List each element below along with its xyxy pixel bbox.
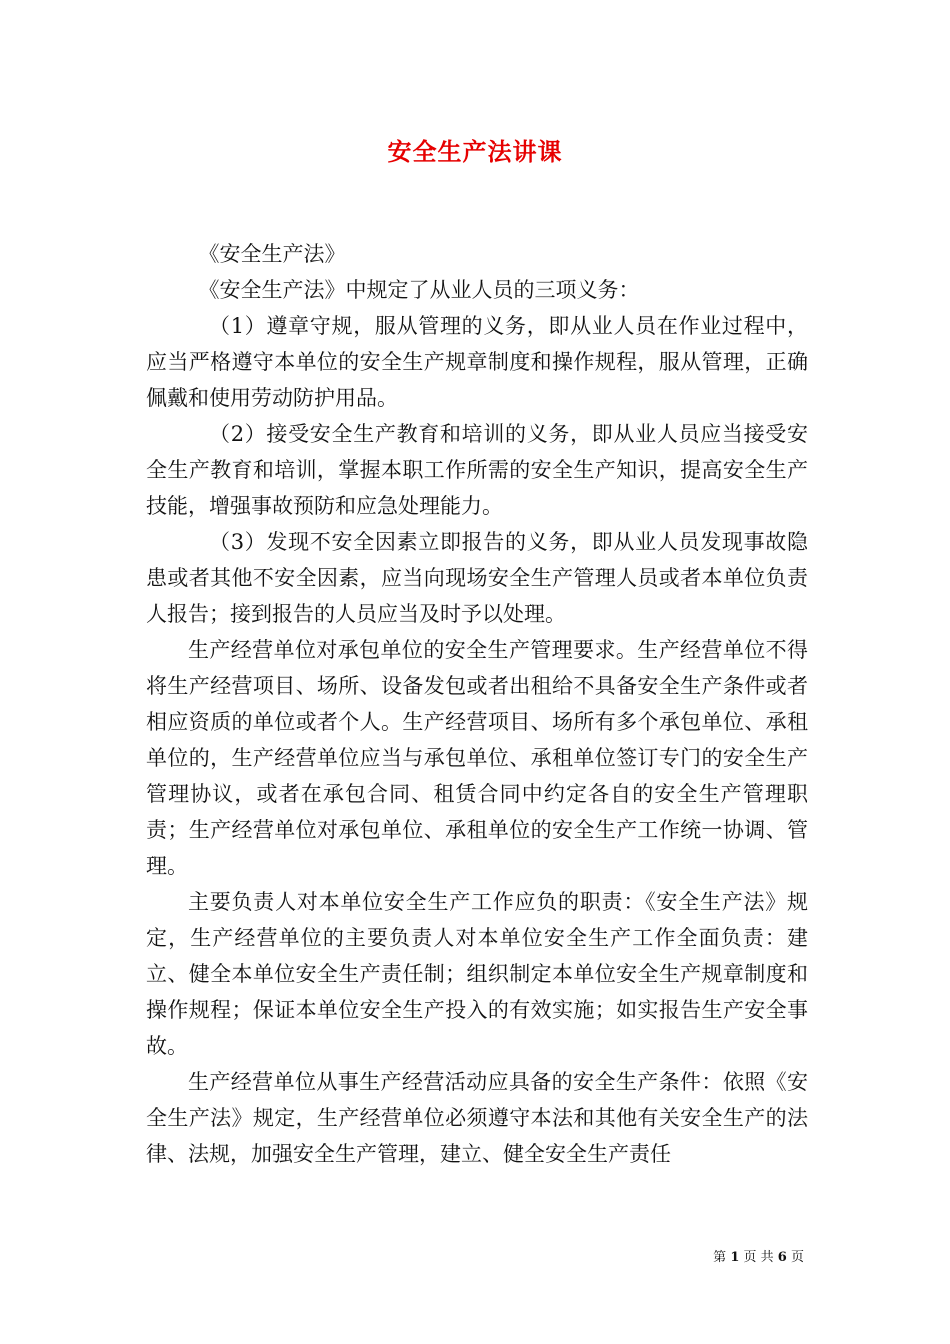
footer-middle: 页 共 — [743, 1250, 774, 1265]
law-name-paragraph: 《安全生产法》 — [198, 242, 346, 266]
contractor-requirements-paragraph: 生产经营单位对承包单位的安全生产管理要求。生产经营单位不得将生产经营项目、场所、设备发包或者出租给不具备安全生产条件或者相应资质的单位或者个人。生产经营项目、场所有多个承包单位、承租单位的，生产经营单位应当与承包单位、承租单位签订专门的安全生产管理协议，或者在承包合同、租赁合同中约定各自的安全生产管理职责；生产经营单位对承包单位、承租单位的安全生产工作统一协调、管理。 — [146, 638, 808, 878]
obligation-1-paragraph: （1）遵章守规，服从管理的义务，即从业人员在作业过程中，应当严格遵守本单位的安全生产规章制度和操作规程，服从管理，正确佩戴和使用劳动防护用品。 — [146, 314, 808, 410]
principal-duties-paragraph: 主要负责人对本单位安全生产工作应负的职责：《安全生产法》规定，生产经营单位的主要负责人对本单位安全生产工作全面负责：建立、健全本单位安全生产责任制；组织制定本单位安全生产规章制度和操作规程；保证本单位安全生产投入的有效实施；如实报告生产安全事故。 — [146, 890, 808, 1058]
footer-prefix: 第 — [713, 1250, 727, 1265]
obligation-3-paragraph: （3）发现不安全因素立即报告的义务，即从业人员发现事故隐患或者其他不安全因素，应当向现场安全生产管理人员或者本单位负责人报告；接到报告的人员应当及时予以处理。 — [146, 530, 808, 626]
document-body — [146, 236, 808, 1172]
page-footer — [713, 1246, 804, 1265]
obligation-2-paragraph: （2）接受安全生产教育和培训的义务，即从业人员应当接受安全生产教育和培训，掌握本职工作所需的安全生产知识，提高安全生产技能，增强事故预防和应急处理能力。 — [146, 422, 808, 518]
safety-conditions-paragraph: 生产经营单位从事生产经营活动应具备的安全生产条件：依照《安全生产法》规定，生产经营单位必须遵守本法和其他有关安全生产的法律、法规，加强安全生产管理，建立、健全安全生产责任 — [146, 1070, 808, 1166]
page-title: 安全生产法讲课 — [387, 137, 563, 166]
footer-total-pages: 6 — [777, 1250, 787, 1265]
footer-current-page: 1 — [730, 1250, 740, 1265]
footer-suffix: 页 — [790, 1250, 804, 1265]
obligations-intro-paragraph: 《安全生产法》中规定了从业人员的三项义务： — [198, 278, 640, 302]
